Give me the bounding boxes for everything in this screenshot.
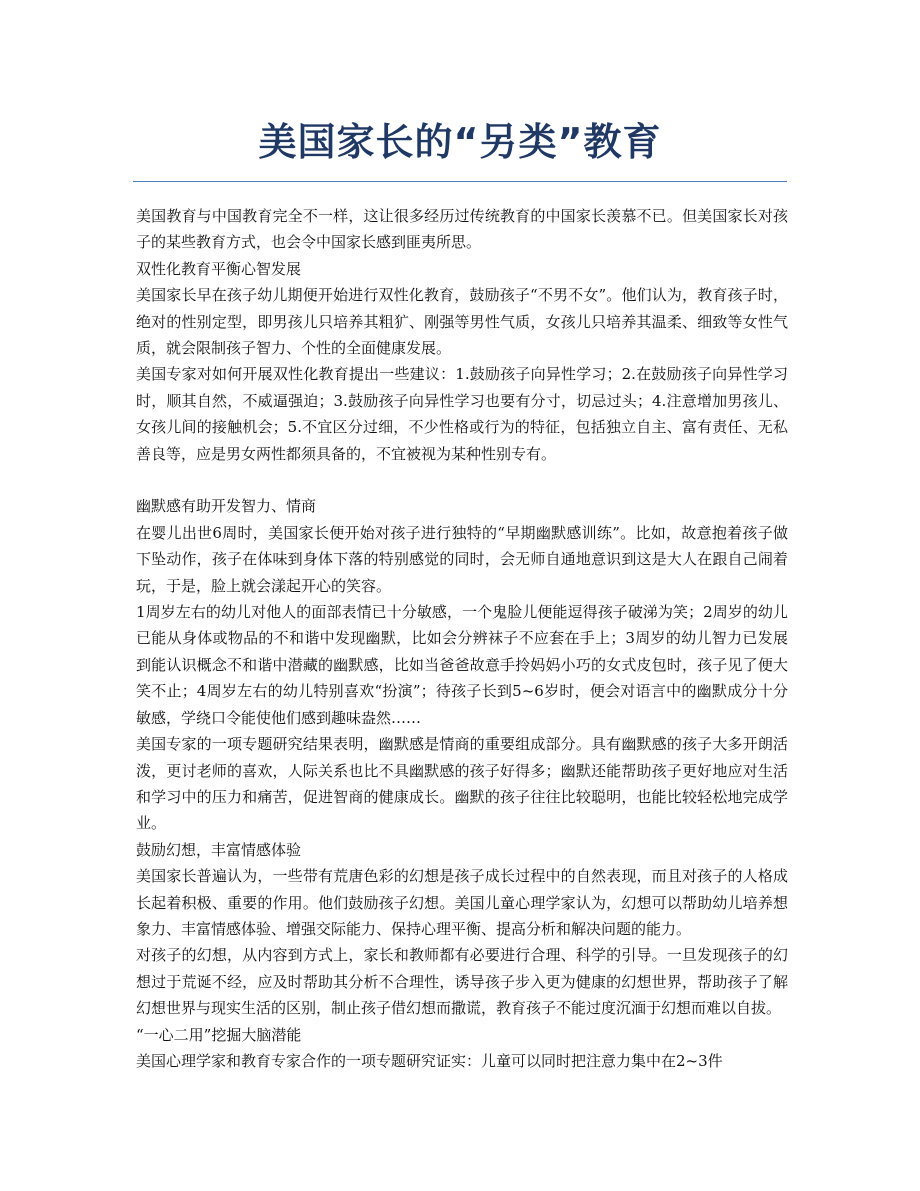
body-paragraph: 美国家长早在孩子幼儿期便开始进行双性化教育，鼓励孩子“不男不女”。他们认为，教育孩子时，绝对的性别定型，即男孩儿只培养其粗犷、刚强等男性气质，女孩儿只培养其温柔、细致等女性气质，就会限制孩子智力、个性的全面健康发展。 bbox=[136, 286, 788, 358]
body-paragraph: 美国家长普遍认为，一些带有荒唐色彩的幻想是孩子成长过程中的自然表现，而且对孩子的人格成长起着积极、重要的作用。他们鼓励孩子幻想。美国儿童心理学家认为，幻想可以帮助幼儿培养想象力、丰富情感体验、增强交际能力、保持心理平衡、提高分析和解决问题的能力。 bbox=[136, 867, 788, 938]
body-paragraph: 1周岁左右的幼儿对他人的面部表情已十分敏感，一个鬼脸儿便能逗得孩子破涕为笑；2周岁的幼儿已能从身体或物品的不和谐中发现幽默，比如会分辨袜子不应套在手上；3周岁的幼儿智力已发展到能认识概念不和谐中潜藏的幽默感，比如当爸爸故意手拎妈妈小巧的女式皮包时，孩子见了便大笑不止；4周岁左右的幼儿特别喜欢“扮演”；待孩子长到5~6岁时，便会对语言中的幽默成分十分敏感，学绕口令能使他们感到趣味盎然…… bbox=[136, 603, 788, 727]
section-heading: 双性化教育平衡心智发展 bbox=[136, 259, 302, 278]
body-paragraph: 美国教育与中国教育完全不一样，这让很多经历过传统教育的中国家长羡慕不已。但美国家长对孩子的某些教育方式，也会令中国家长感到匪夷所思。 bbox=[136, 207, 788, 252]
section-heading: “一心二用”挖掘大脑潜能 bbox=[136, 1025, 302, 1044]
document-body bbox=[136, 203, 788, 1074]
section-heading: 幽默感有助开发智力、情商 bbox=[136, 497, 317, 516]
document-title: 美国家长的“另类”教育 bbox=[258, 120, 662, 164]
body-paragraph: 在婴儿出世6周时，美国家长便开始对孩子进行独特的“早期幽默感训练”。比如，故意抱着孩子做下坠动作，孩子在体味到身体下落的特别感觉的同时，会无师自通地意识到这是大人在跟自己闹着玩，于是，脸上就会漾起开心的笑容。 bbox=[136, 523, 788, 595]
body-paragraph: 对孩子的幻想，从内容到方式上，家长和教师都有必要进行合理、科学的引导。一旦发现孩子的幻想过于荒诞不经，应及时帮助其分析不合理性，诱导孩子步入更为健康的幻想世界，帮助孩子了解幻想世界与现实生活的区别，制止孩子借幻想而撒谎，教育孩子不能过度沉湎于幻想而难以自拔。 bbox=[136, 946, 788, 1018]
body-paragraph: 美国专家的一项专题研究结果表明，幽默感是情商的重要组成部分。具有幽默感的孩子大多开朗活泼，更讨老师的喜欢，人际关系也比不具幽默感的孩子好得多；幽默还能帮助孩子更好地应对生活和学习中的压力和痛苦，促进智商的健康成长。幽默的孩子往往比较聪明，也能比较轻松地完成学业。 bbox=[136, 735, 788, 833]
section-heading: 鼓励幻想，丰富情感体验 bbox=[136, 840, 302, 859]
body-paragraph: 美国心理学家和教育专家合作的一项专题研究证实：儿童可以同时把注意力集中在2~3件 bbox=[136, 1051, 723, 1070]
blank-line bbox=[136, 467, 788, 493]
title-divider bbox=[133, 181, 787, 182]
body-paragraph: 美国专家对如何开展双性化教育提出一些建议：1.鼓励孩子向异性学习；2.在鼓励孩子向异性学习时，顺其自然，不威逼强迫；3.鼓励孩子向异性学习也要有分寸，切忌过头；4.注意增加男孩儿、女孩儿间的接触机会；5.不宜区分过细，不少性格或行为的特征，包括独立自主、富有责任、无私善良等，应是男女两性都须具备的，不宜被视为某种性别专有。 bbox=[136, 365, 788, 463]
